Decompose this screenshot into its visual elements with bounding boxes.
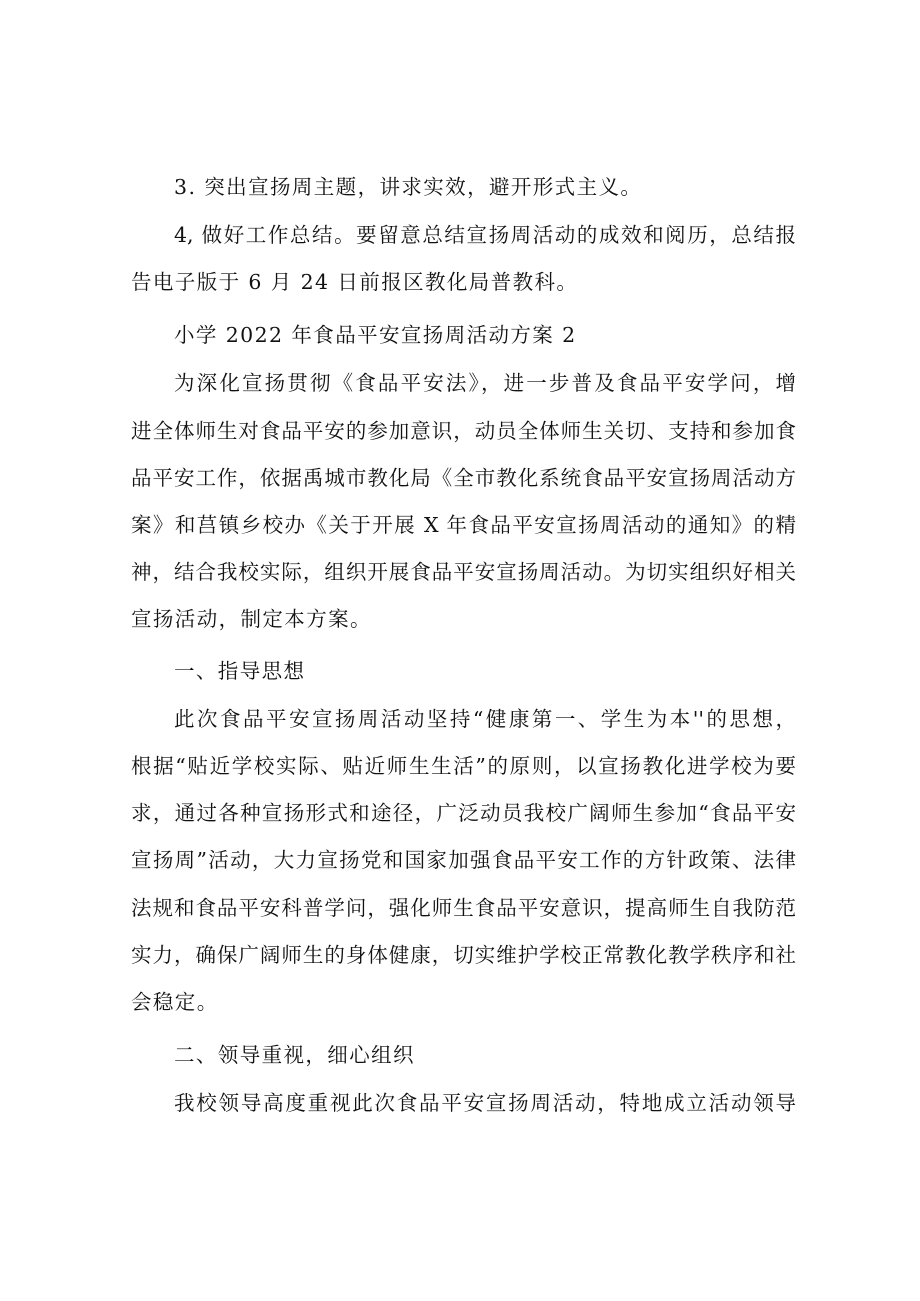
- intro-paragraph-line-4: 案》和莒镇乡校办《关于开展 X 年食品平安宣扬周活动的通知》的精: [131, 513, 796, 537]
- section-title-plan-2: 小学 2022 年食品平安宣扬周活动方案 2: [174, 323, 577, 347]
- ideology-paragraph-line-4: 宣扬周”活动，大力宣扬党和国家加强食品平安工作的方针政策、法律: [131, 848, 796, 872]
- heading-guiding-ideology: 一、指导思想: [174, 659, 306, 683]
- leadership-paragraph-line-1: 我校领导高度重视此次食品平安宣扬周活动，特地成立活动领导: [174, 1091, 796, 1115]
- intro-paragraph-line-1: 为深化宣扬贯彻《食品平安法》，进一步普及食品平安学问，增: [174, 371, 796, 395]
- paragraph-4-work-summary-line-2: 告电子版于 6 月 24 日前报区教化局普教科。: [131, 270, 579, 294]
- ideology-paragraph-line-2: 根据“贴近学校实际、贴近师生生活”的原则，以宣扬教化进学校为要: [131, 754, 796, 778]
- ideology-paragraph-line-1: 此次食品平安宣扬周活动坚持“健康第一、学生为本''的思想，: [174, 707, 796, 731]
- ideology-paragraph-line-7: 会稳定。: [131, 990, 219, 1014]
- heading-leadership: 二、领导重视，细心组织: [174, 1043, 415, 1067]
- intro-paragraph-line-2: 进全体师生对食品平安的参加意识，动员全体师生关切、支持和参加食: [131, 419, 796, 443]
- paragraph-3-highlight-theme: 3. 突出宣扬周主题，讲求实效，避开形式主义。: [174, 175, 643, 199]
- ideology-paragraph-line-6: 实力，确保广阔师生的身体健康，切实维护学校正常教化教学秩序和社: [131, 943, 796, 967]
- ideology-paragraph-line-3: 求，通过各种宣扬形式和途径，广泛动员我校广阔师生参加“食品平安: [131, 801, 796, 825]
- intro-paragraph-line-5: 神，结合我校实际，组织开展食品平安宣扬周活动。为切实组织好相关: [131, 560, 796, 584]
- intro-paragraph-line-6: 宣扬活动，制定本方案。: [131, 607, 372, 631]
- intro-paragraph-line-3: 品平安工作，依据禹城市教化局《全市教化系统食品平安宣扬周活动方: [131, 466, 796, 490]
- paragraph-4-work-summary-line-1: 4, 做好工作总结。要留意总结宣扬周活动的成效和阅历，总结报: [174, 223, 796, 247]
- ideology-paragraph-line-5: 法规和食品平安科普学问，强化师生食品平安意识，提高师生自我防范: [131, 896, 796, 920]
